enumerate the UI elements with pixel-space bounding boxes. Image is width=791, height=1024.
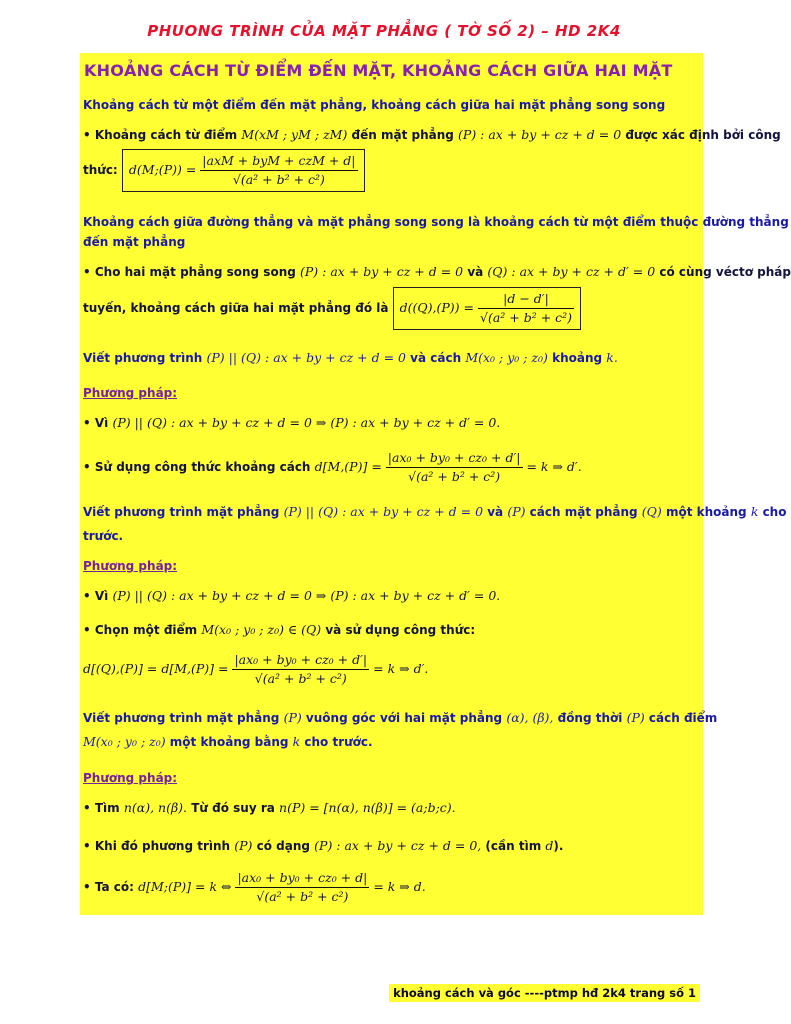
formula-point-plane: thức: d(M;(P)) = $\frac{\text{|axM + byM + czM + d|}}{\text{√(a² + b² + c²)}}$ [83,149,365,192]
method-2-formula: d[(Q),(P)] = d[M,(P)] = $\frac{\text{|ax₀ + by₀ + cz₀ + d′|}}{\text{√(a² + b² + c²)}}$ = k ⇒ d′. [83,652,429,686]
formula-plane-plane: tuyến, khoảng cách giữa hai mặt phẳng đó là d((Q),(P)) = $\frac{|d - d'|}{\text{√(a² + b² + c²)}}$ [83,287,581,330]
formula-box: d((Q),(P)) = $\frac{|d - d'|}{\text{√(a² + b² + c²)}}$ [393,287,581,330]
method-label-2: Phương pháp: [83,559,178,573]
bullet-point-distance: • Khoảng cách từ điểm M(xM ; yM ; zM) đến mặt phẳng (P) : ax + by + cz + d = 0 được xác định bởi công [83,127,781,142]
method-label-3: Phương pháp: [83,771,178,785]
method-3-step-3: • Ta có: d[M;(P)] = k ⇔ $\frac{\text{|ax₀ + by₀ + cz₀ + d|}}{\text{√(a² + b² + c²)}}$ = k ⇒ d. [83,870,426,904]
method-1-step-2: • Sử dụng công thức khoảng cách d[M,(P)] = $\frac{\text{|ax₀ + by₀ + cz₀ + d′|}}{\text{√(a² + b² + c²)}}$ = k ⇒ d′. [83,450,582,484]
problem-2: Viết phương trình mặt phẳng (P) || (Q) : ax + by + cz + d = 0 và (P) cách mặt phẳng (Q) một khoảng k cho [83,504,787,519]
subheading-1: Khoảng cách từ một điểm đến mặt phẳng, khoảng cách giữa hai mặt phẳng song song [83,98,666,112]
problem-2-cont: trước. [83,529,124,543]
formula-box: d(M;(P)) = $\frac{\text{|axM + byM + czM + d|}}{\text{√(a² + b² + c²)}}$ [122,149,365,192]
method-3-step-1: • Tìm n(α), n(β). Từ đó suy ra n(P) = [n(α), n(β)] = (a;b;c). [83,800,456,815]
problem-3: Viết phương trình mặt phẳng (P) vuông góc với hai mặt phẳng (α), (β), đồng thời (P) cách điểm [83,710,718,725]
page-footer: khoảng cách và góc ----ptmp hđ 2k4 trang số 1 [389,984,700,1002]
problem-1: Viết phương trình (P) || (Q) : ax + by + cz + d = 0 và cách M(x₀ ; y₀ ; z₀) khoảng k. [83,350,618,365]
problem-3-cont: M(x₀ ; y₀ ; z₀) một khoảng bằng k cho trước. [83,734,373,749]
content-sheet [80,53,791,915]
bullet-parallel-planes: • Cho hai mặt phẳng song song (P) : ax + by + cz + d = 0 và (Q) : ax + by + cz + d′ = 0 có cùng véctơ pháp [83,264,791,279]
method-2-step-1: • Vì (P) || (Q) : ax + by + cz + d = 0 ⇒ (P) : ax + by + cz + d′ = 0. [83,588,501,603]
subheading-2-cont: đến mặt phẳng [83,235,186,249]
method-2-step-2: • Chọn một điểm M(x₀ ; y₀ ; z₀) ∈ (Q) và sử dụng công thức: [83,622,476,637]
method-1-step-1: • Vì (P) || (Q) : ax + by + cz + d = 0 ⇒ (P) : ax + by + cz + d′ = 0. [83,415,501,430]
method-label-1: Phương pháp: [83,386,178,400]
method-3-step-2: • Khi đó phương trình (P) có dạng (P) : ax + by + cz + d = 0, (cần tìm d). [83,838,564,853]
document-title: PHUONG TRÌNH CỦA MẶT PHẲNG ( TỜ SỐ 2) – HD 2K4 [147,22,621,40]
section-heading: KHOẢNG CÁCH TỪ ĐIỂM ĐẾN MẶT, KHOẢNG CÁCH GIỮA HAI MẶT [84,61,673,80]
subheading-2: Khoảng cách giữa đường thẳng và mặt phẳng song song là khoảng cách từ một điểm thuộc đường thẳng [83,215,789,229]
